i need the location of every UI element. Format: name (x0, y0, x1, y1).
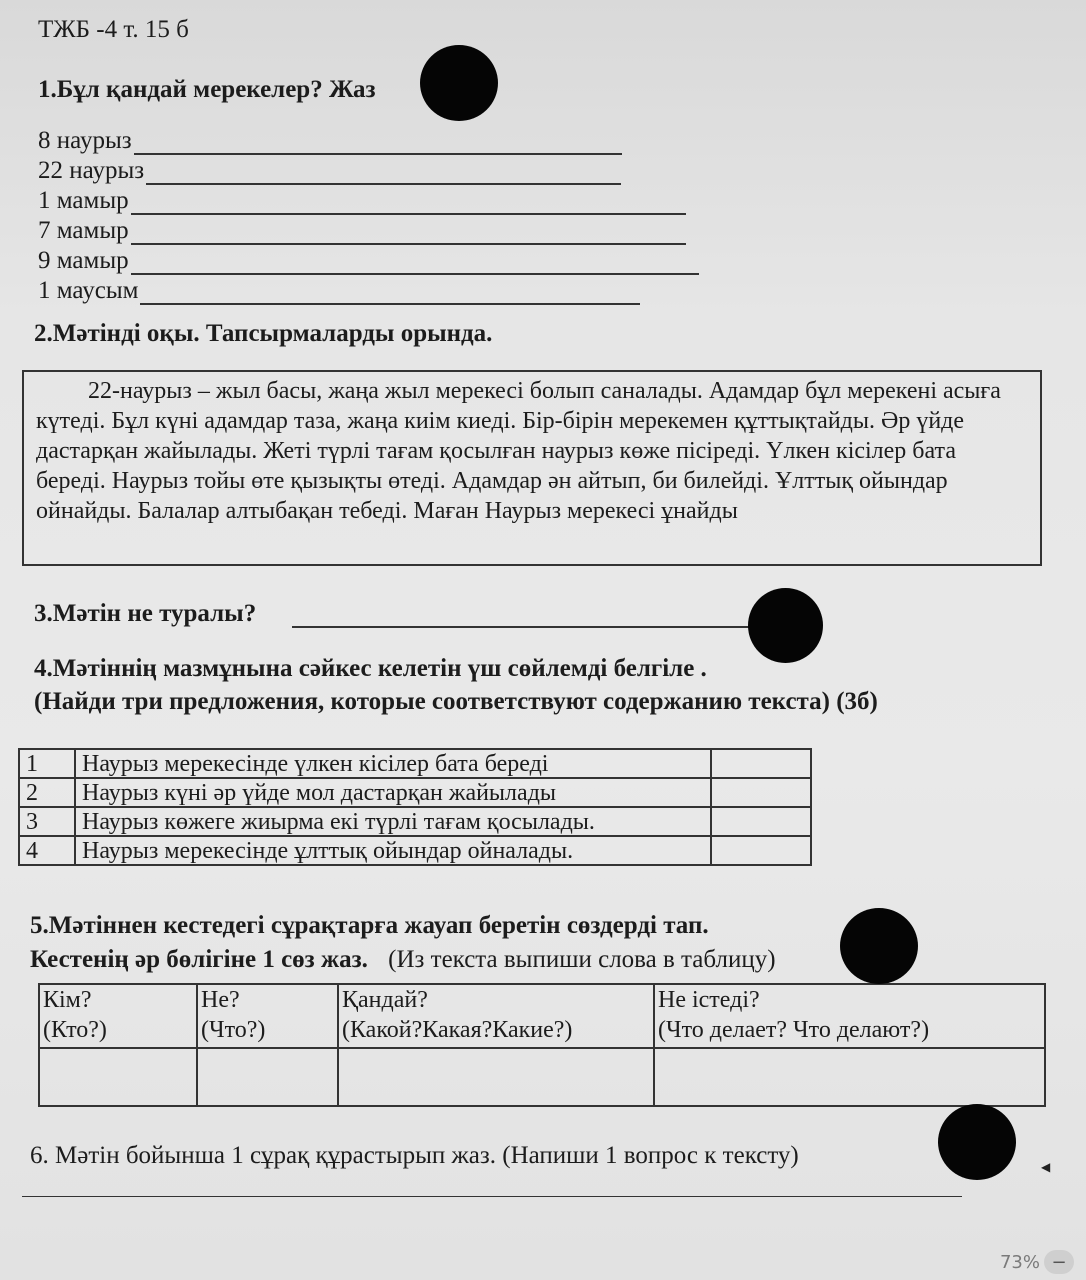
mark-cell[interactable] (711, 807, 811, 836)
redaction-mark (748, 588, 823, 663)
answer-cell[interactable] (197, 1048, 338, 1106)
table-row (19, 807, 811, 836)
question-5-title: 5.Мәтіннен кестедегі сұрақтарға жауап беретін сөздерді тап. (30, 912, 709, 939)
mark-cell[interactable] (711, 836, 811, 865)
column-header (197, 984, 338, 1048)
table-row (19, 749, 811, 778)
table-row (19, 778, 811, 807)
redaction-mark (938, 1104, 1016, 1180)
date-label: 1 мамыр (38, 187, 129, 214)
table-header-row (39, 984, 1045, 1048)
answer-blank (146, 163, 621, 185)
table-row (39, 1048, 1045, 1106)
zoom-level: 73% (999, 1251, 1040, 1273)
question-5-subtitle-line (30, 946, 776, 974)
answer-blank (134, 133, 622, 155)
answer-cell[interactable] (654, 1048, 1045, 1106)
date-line (38, 125, 699, 155)
question-5-subtitle: Кестенің әр бөлігіне 1 сөз жаз. (30, 946, 368, 973)
date-label: 9 мамыр (38, 247, 129, 274)
column-header-ru: (Что делает? Что делают?) (658, 1017, 930, 1043)
minus-icon: − (1051, 1251, 1067, 1273)
date-line (38, 215, 699, 245)
column-header-ru: (Кто?) (43, 1017, 107, 1043)
mark-cell[interactable] (711, 749, 811, 778)
column-header (338, 984, 654, 1048)
cursor-icon: ◀ (1041, 1160, 1051, 1174)
question-4-title: 4.Мәтіннің мазмұнына сәйкес келетін үш сөйлемді белгіле . (34, 655, 707, 682)
date-label: 1 маусым (38, 277, 139, 304)
row-number: 4 (19, 836, 75, 865)
question-4-subtitle: (Найди три предложения, которые соответствуют содержанию текста) (3б) (34, 688, 878, 715)
zoom-out-button[interactable] (1044, 1250, 1074, 1274)
reading-passage-box (22, 370, 1042, 566)
answer-cell[interactable] (338, 1048, 654, 1106)
redaction-mark (420, 45, 498, 121)
date-line (38, 245, 699, 275)
column-header-kz: Не? (201, 987, 240, 1013)
date-label: 7 мамыр (38, 217, 129, 244)
column-header-ru: (Что?) (201, 1017, 266, 1043)
column-header-kz: Қандай? (342, 987, 428, 1013)
statement-text: Наурыз мерекесінде үлкен кісілер бата береді (75, 749, 711, 778)
answer-blank (140, 283, 640, 305)
column-header (654, 984, 1045, 1048)
question-3-title: 3.Мәтін не туралы? (34, 600, 257, 627)
redaction-mark (840, 908, 918, 984)
word-table (38, 983, 1046, 1107)
date-line (38, 275, 699, 305)
statement-text: Наурыз мерекесінде ұлттық ойындар ойналады. (75, 836, 711, 865)
answer-blank (131, 253, 699, 275)
worksheet-header: ТЖБ -4 т. 15 б (38, 16, 189, 43)
column-header (39, 984, 197, 1048)
statement-text: Наурыз күні әр үйде мол дастарқан жайылады (75, 778, 711, 807)
date-line (38, 185, 699, 215)
question-2-title: 2.Мәтінді оқы. Тапсырмаларды орында. (34, 320, 493, 347)
column-header-kz: Кім? (43, 987, 92, 1013)
question-5-subtitle-ru: (Из текста выпиши слова в таблицу) (388, 946, 776, 973)
column-header-ru: (Какой?Какая?Какие?) (342, 1017, 573, 1043)
mark-cell[interactable] (711, 778, 811, 807)
column-header-kz: Не істеді? (658, 987, 760, 1013)
reading-passage-text: 22-наурыз – жыл басы, жаңа жыл мерекесі болып саналады. Адамдар бұл мерекені асыға күтеді. Бұл күні адамдар таза, жаңа киім киеді. Бір-бірін мерекемен құттықтайды. Әр үйде дастарқан жайылады. Жеті түрлі тағам қосылған наурыз көже пісіреді. Үлкен кісілер бата береді. Наурыз тойы өте қызықты өтеді. Адамдар ән айтып, би билейді. Ұлттық ойындар ойнайды. Балалар алтыбақан тебеді. Маған Наурыз мерекесі ұнайды (36, 378, 1001, 524)
row-number: 2 (19, 778, 75, 807)
statement-table (18, 748, 812, 866)
zoom-control (1000, 1250, 1074, 1274)
date-label: 8 наурыз (38, 127, 132, 154)
table-row (19, 836, 811, 865)
question-1-title: 1.Бұл қандай мерекелер? Жаз (38, 76, 376, 103)
question-1-date-list (38, 125, 699, 305)
answer-blank (131, 223, 686, 245)
date-label: 22 наурыз (38, 157, 145, 184)
date-line (38, 155, 699, 185)
answer-blank (22, 1196, 962, 1197)
row-number: 3 (19, 807, 75, 836)
answer-cell[interactable] (39, 1048, 197, 1106)
question-6-title: 6. Мәтін бойынша 1 сұрақ құрастырып жаз. (Напиши 1 вопрос к тексту) (30, 1142, 799, 1169)
row-number: 1 (19, 749, 75, 778)
statement-text: Наурыз көжеге жиырма екі түрлі тағам қосылады. (75, 807, 711, 836)
answer-blank (292, 626, 762, 628)
answer-blank (131, 193, 686, 215)
